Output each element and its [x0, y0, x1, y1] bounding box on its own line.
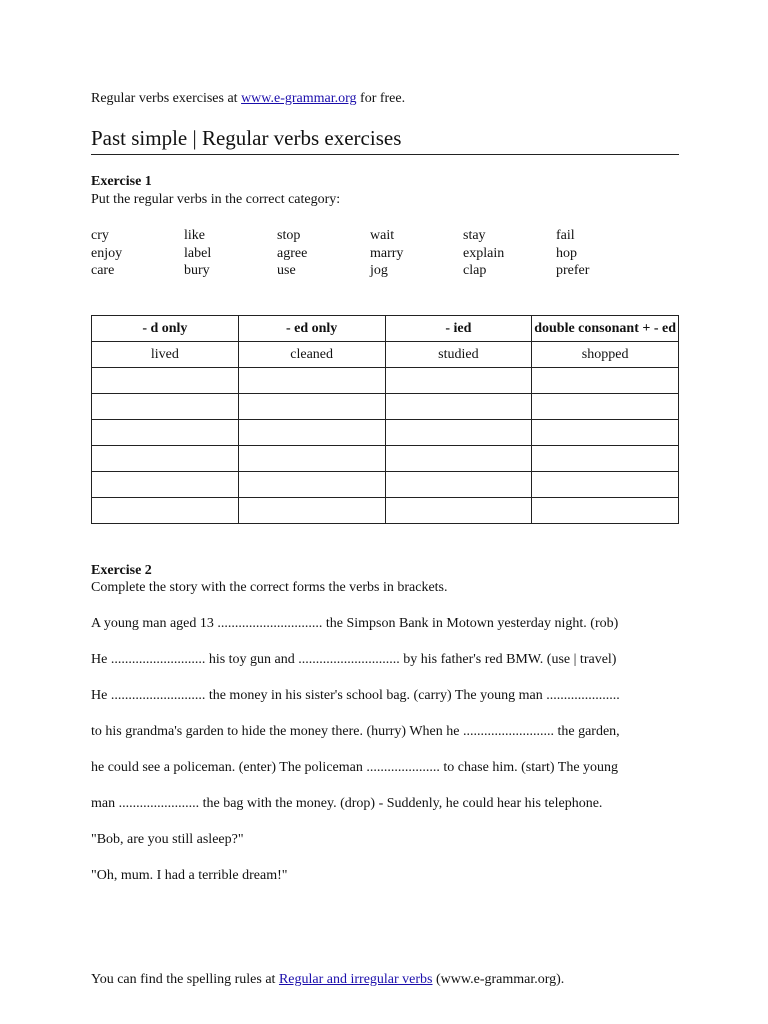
- blank-answer-cell[interactable]: [238, 498, 385, 524]
- blank-answer-cell[interactable]: [238, 394, 385, 420]
- verb-word: like: [184, 228, 205, 243]
- verb-word: marry: [370, 245, 404, 261]
- verb-word: cry: [91, 228, 109, 243]
- story-line: A young man aged 13 .............................. the Simpson Bank in Motown yesterday night. (rob): [91, 616, 619, 631]
- table-header-cell: - d only: [92, 316, 239, 342]
- table-header-row: [92, 316, 679, 342]
- verb-word: hop: [556, 245, 577, 261]
- footer-prefix: You can find the spelling rules at: [91, 972, 279, 987]
- exercise1-instruction: Put the regular verbs in the correct category:: [91, 192, 341, 207]
- blank-answer-cell[interactable]: [92, 446, 239, 472]
- verb-word: wait: [370, 228, 395, 243]
- intro-suffix: for free.: [356, 91, 406, 106]
- blank-answer-cell[interactable]: [92, 420, 239, 446]
- table-header-cell: double consonant + - ed: [532, 316, 679, 342]
- blank-answer-cell[interactable]: [532, 498, 679, 524]
- story-line: "Bob, are you still asleep?": [91, 832, 244, 847]
- blank-answer-cell[interactable]: [92, 498, 239, 524]
- verb-word: label: [184, 245, 212, 261]
- table-row: [92, 498, 679, 524]
- story-line: man ....................... the bag with the money. (drop) - Suddenly, he could hear his telephone.: [91, 796, 603, 811]
- verb-word: clap: [463, 263, 487, 278]
- verb-word: bury: [184, 263, 210, 278]
- table-header-cell: - ied: [385, 316, 532, 342]
- blank-answer-cell[interactable]: [532, 420, 679, 446]
- blank-answer-cell[interactable]: [385, 368, 532, 394]
- story-line: He ........................... his toy gun and ............................. by his father's red BMW. (use | travel): [91, 652, 617, 667]
- blank-answer-cell[interactable]: [532, 472, 679, 498]
- intro-line: [91, 91, 405, 107]
- page-title: Past simple | Regular verbs exercises: [91, 126, 679, 155]
- footer-line: [91, 972, 564, 988]
- blank-answer-cell[interactable]: [92, 472, 239, 498]
- footer-link[interactable]: Regular and irregular verbs: [278, 972, 433, 987]
- verb-word: prefer: [556, 263, 590, 278]
- intro-link[interactable]: www.e-grammar.org: [241, 91, 357, 106]
- verb-word: stop: [277, 228, 301, 243]
- verb-word: fail: [556, 228, 575, 243]
- story-line: He ........................... the money in his sister's school bag. (carry) The young man .....................: [91, 688, 620, 703]
- table-body: [92, 342, 679, 524]
- blank-answer-cell[interactable]: [238, 446, 385, 472]
- blank-answer-cell[interactable]: [92, 394, 239, 420]
- blank-answer-cell[interactable]: [238, 420, 385, 446]
- exercise2-instruction: Complete the story with the correct forms the verbs in brackets.: [91, 580, 448, 595]
- verb-word: explain: [463, 245, 505, 261]
- blank-answer-cell[interactable]: [385, 446, 532, 472]
- blank-answer-cell[interactable]: [238, 472, 385, 498]
- verb-category-table: [91, 315, 679, 524]
- table-header-cell: - ed only: [238, 316, 385, 342]
- intro-prefix: Regular verbs exercises at: [91, 91, 242, 106]
- blank-answer-cell[interactable]: [532, 446, 679, 472]
- verb-word: agree: [277, 245, 308, 261]
- verb-word: stay: [463, 228, 486, 243]
- verb-word: use: [277, 263, 296, 278]
- story-line: to his grandma's garden to hide the money there. (hurry) When he .......................... the garden,: [91, 724, 620, 739]
- table-row: [92, 394, 679, 420]
- blank-answer-cell[interactable]: [532, 394, 679, 420]
- footer-suffix: (www.e-grammar.org).: [432, 972, 565, 987]
- story-line: he could see a policeman. (enter) The policeman ..................... to chase him. (start) The young: [91, 760, 619, 775]
- blank-answer-cell[interactable]: [385, 420, 532, 446]
- example-cell: shopped: [532, 342, 679, 368]
- verb-word-list: [91, 227, 651, 280]
- exercise1-heading: Exercise 1: [91, 174, 152, 189]
- verb-word: care: [91, 263, 115, 278]
- blank-answer-cell[interactable]: [385, 394, 532, 420]
- example-cell: studied: [385, 342, 532, 368]
- verb-word: enjoy: [91, 245, 123, 261]
- story-text: [91, 614, 679, 902]
- example-cell: lived: [92, 342, 239, 368]
- blank-answer-cell[interactable]: [532, 368, 679, 394]
- table-row: [92, 420, 679, 446]
- example-cell: cleaned: [238, 342, 385, 368]
- blank-answer-cell[interactable]: [385, 498, 532, 524]
- table-row: [92, 446, 679, 472]
- blank-answer-cell[interactable]: [238, 368, 385, 394]
- blank-answer-cell[interactable]: [92, 368, 239, 394]
- verb-word: jog: [370, 263, 388, 278]
- blank-answer-cell[interactable]: [385, 472, 532, 498]
- table-row: [92, 342, 679, 368]
- exercise2-heading: Exercise 2: [91, 563, 152, 578]
- table-row: [92, 368, 679, 394]
- table-row: [92, 472, 679, 498]
- story-line: "Oh, mum. I had a terrible dream!": [91, 868, 288, 883]
